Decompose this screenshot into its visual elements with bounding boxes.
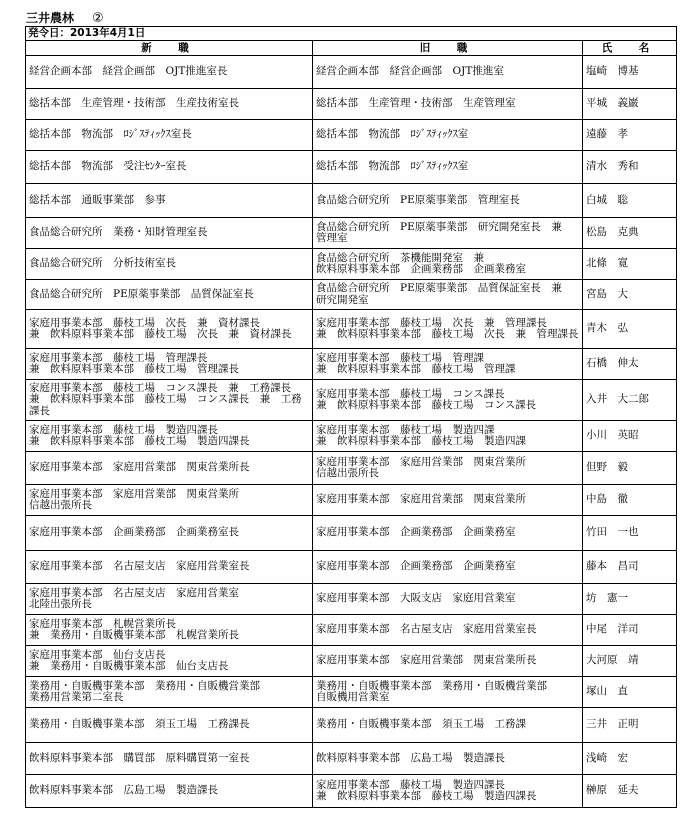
person-name-cell: 中島 徹: [583, 485, 677, 516]
table-row: [26, 56, 677, 89]
table-row: [26, 584, 677, 615]
person-name-cell: 大河原 靖: [583, 646, 677, 677]
new-position-cell: 家庭用事業本部 名古屋支店 家庭用営業室 北陸出張所長: [26, 584, 313, 615]
old-position-cell: 食品総合研究所 PE原薬事業部 管理室長: [313, 184, 583, 218]
old-position-cell: 家庭用事業本部 企画業務部 企画業務室: [313, 516, 583, 551]
old-position-cell: 家庭用事業本部 藤枝工場 次長 兼 管理課長 兼 飲料原料事業本部 藤枝工場 次長 兼 管理課長: [313, 310, 583, 349]
old-position-cell: 業務用・自販機事業本部 須玉工場 工務課: [313, 708, 583, 743]
table-row: [26, 516, 677, 551]
new-position-cell: 総括本部 生産管理・技術部 生産技術室長: [26, 89, 313, 120]
person-name-cell: 石橋 伸太: [583, 349, 677, 380]
person-name-cell: 青木 弘: [583, 310, 677, 349]
table-row: [26, 184, 677, 218]
new-position-cell: 総括本部 物流部 受注ｾﾝﾀｰ室長: [26, 151, 313, 184]
table-row: [26, 280, 677, 310]
old-position-cell: 家庭用事業本部 藤枝工場 コンス課長 兼 飲料原料事業本部 藤枝工場 コンス課長: [313, 380, 583, 421]
table-row: [26, 677, 677, 708]
column-header-new: 新 職: [26, 41, 313, 56]
new-position-cell: 家庭用事業本部 家庭用営業部 関東営業所長: [26, 452, 313, 485]
old-position-cell: 家庭用事業本部 藤枝工場 製造四課長 兼 飲料原料事業本部 藤枝工場 製造四課長: [313, 775, 583, 808]
old-position-cell: 食品総合研究所 PE原薬事業部 研究開発室長 兼 管理室: [313, 218, 583, 249]
old-position-cell: 飲料原料事業本部 広島工場 製造課長: [313, 743, 583, 775]
old-position-cell: 家庭用事業本部 藤枝工場 製造四課 兼 飲料原料事業本部 藤枝工場 製造四課: [313, 421, 583, 452]
new-position-cell: 業務用・自販機事業本部 須玉工場 工務課長: [26, 708, 313, 743]
old-position-cell: 家庭用事業本部 大阪支店 家庭用営業室: [313, 584, 583, 615]
new-position-cell: 食品総合研究所 分析技術室長: [26, 249, 313, 280]
new-position-cell: 家庭用事業本部 藤枝工場 コンス課長 兼 工務課長 兼 飲料原料事業本部 藤枝工場 コンス課長 兼 工務課長: [26, 380, 313, 421]
table-row: [26, 380, 677, 421]
old-position-cell: 総括本部 生産管理・技術部 生産管理室: [313, 89, 583, 120]
person-name-cell: 但野 毅: [583, 452, 677, 485]
new-position-cell: 総括本部 通販事業部 参事: [26, 184, 313, 218]
new-position-cell: 経営企画本部 経営企画部 OJT推進室長: [26, 56, 313, 89]
table-row: [26, 708, 677, 743]
new-position-cell: 業務用・自販機事業本部 業務用・自販機営業部 業務用営業第二室長: [26, 677, 313, 708]
new-position-cell: 食品総合研究所 業務・知財管理室長: [26, 218, 313, 249]
person-name-cell: 宮島 大: [583, 280, 677, 310]
old-position-cell: 食品総合研究所 茶機能開発室 兼 飲料原料事業本部 企画業務部 企画業務室: [313, 249, 583, 280]
person-name-cell: 藤本 昌司: [583, 551, 677, 584]
person-name-cell: 塚山 直: [583, 677, 677, 708]
table-row: [26, 310, 677, 349]
new-position-cell: 家庭用事業本部 藤枝工場 管理課長 兼 飲料原料事業本部 藤枝工場 管理課長: [26, 349, 313, 380]
person-name-cell: 平城 義巌: [583, 89, 677, 120]
table-row: [26, 249, 677, 280]
person-name-cell: 松島 克典: [583, 218, 677, 249]
document-heading: [26, 10, 104, 26]
old-position-cell: 家庭用事業本部 企画業務部 企画業務室: [313, 551, 583, 584]
new-position-cell: 家庭用事業本部 仙台支店長 兼 業務用・自販機事業本部 仙台支店長: [26, 646, 313, 677]
table-row: [26, 615, 677, 646]
column-header-row: [26, 41, 677, 56]
new-position-cell: 飲料原料事業本部 購買部 原料購買第一室長: [26, 743, 313, 775]
person-name-cell: 三井 正明: [583, 708, 677, 743]
old-position-cell: 家庭用事業本部 家庭用営業部 関東営業所: [313, 485, 583, 516]
old-position-cell: 食品総合研究所 PE原薬事業部 品質保証室長 兼 研究開発室: [313, 280, 583, 310]
old-position-cell: 経営企画本部 経営企画部 OJT推進室: [313, 56, 583, 89]
new-position-cell: 飲料原料事業本部 広島工場 製造課長: [26, 775, 313, 808]
page-number: ②: [92, 11, 104, 26]
person-name-cell: 北條 寛: [583, 249, 677, 280]
new-position-cell: 総括本部 物流部 ﾛｼﾞｽﾃｨｯｸｽ室長: [26, 120, 313, 151]
issue-date: 発令日：2013年4月1日: [26, 27, 677, 41]
new-position-cell: 家庭用事業本部 名古屋支店 家庭用営業室長: [26, 551, 313, 584]
new-position-cell: 家庭用事業本部 企画業務部 企画業務室長: [26, 516, 313, 551]
person-name-cell: 清水 秀和: [583, 151, 677, 184]
column-header-name: 氏 名: [583, 41, 677, 56]
table-row: [26, 551, 677, 584]
table-row: [26, 89, 677, 120]
old-position-cell: 家庭用事業本部 家庭用営業部 関東営業所 信越出張所長: [313, 452, 583, 485]
personnel-table: [25, 26, 677, 808]
company-name: 三井農林: [26, 11, 75, 25]
table-row: [26, 775, 677, 808]
new-position-cell: 家庭用事業本部 藤枝工場 次長 兼 資材課長 兼 飲料原料事業本部 藤枝工場 次長 兼 資材課長: [26, 310, 313, 349]
column-header-old: 旧 職: [313, 41, 583, 56]
table-row: [26, 743, 677, 775]
table-row: [26, 218, 677, 249]
new-position-cell: 家庭用事業本部 藤枝工場 製造四課長 兼 飲料原料事業本部 藤枝工場 製造四課長: [26, 421, 313, 452]
person-name-cell: 坊 憲一: [583, 584, 677, 615]
table-row: [26, 151, 677, 184]
new-position-cell: 食品総合研究所 PE原薬事業部 品質保証室長: [26, 280, 313, 310]
table-row: [26, 452, 677, 485]
person-name-cell: 入井 大二郎: [583, 380, 677, 421]
old-position-cell: 家庭用事業本部 家庭用営業部 関東営業所長: [313, 646, 583, 677]
person-name-cell: 遠藤 孝: [583, 120, 677, 151]
person-name-cell: 榊原 延夫: [583, 775, 677, 808]
new-position-cell: 家庭用事業本部 家庭用営業部 関東営業所 信越出張所長: [26, 485, 313, 516]
person-name-cell: 白城 聡: [583, 184, 677, 218]
person-name-cell: 塩崎 博基: [583, 56, 677, 89]
table-row: [26, 646, 677, 677]
person-name-cell: 浅崎 宏: [583, 743, 677, 775]
old-position-cell: 家庭用事業本部 名古屋支店 家庭用営業室長: [313, 615, 583, 646]
person-name-cell: 竹田 一也: [583, 516, 677, 551]
old-position-cell: 業務用・自販機事業本部 業務用・自販機営業部 自販機用営業室: [313, 677, 583, 708]
new-position-cell: 家庭用事業本部 札幌営業所長 兼 業務用・自販機事業本部 札幌営業所長: [26, 615, 313, 646]
old-position-cell: 家庭用事業本部 藤枝工場 管理課 兼 飲料原料事業本部 藤枝工場 管理課: [313, 349, 583, 380]
table-row: [26, 120, 677, 151]
old-position-cell: 総括本部 物流部 ﾛｼﾞｽﾃｨｯｸｽ室: [313, 151, 583, 184]
person-name-cell: 小川 英昭: [583, 421, 677, 452]
table-row: [26, 421, 677, 452]
person-name-cell: 中尾 洋司: [583, 615, 677, 646]
table-row: [26, 485, 677, 516]
table-row: [26, 349, 677, 380]
issue-date-row: [26, 27, 677, 41]
old-position-cell: 総括本部 物流部 ﾛｼﾞｽﾃｨｯｸｽ室: [313, 120, 583, 151]
